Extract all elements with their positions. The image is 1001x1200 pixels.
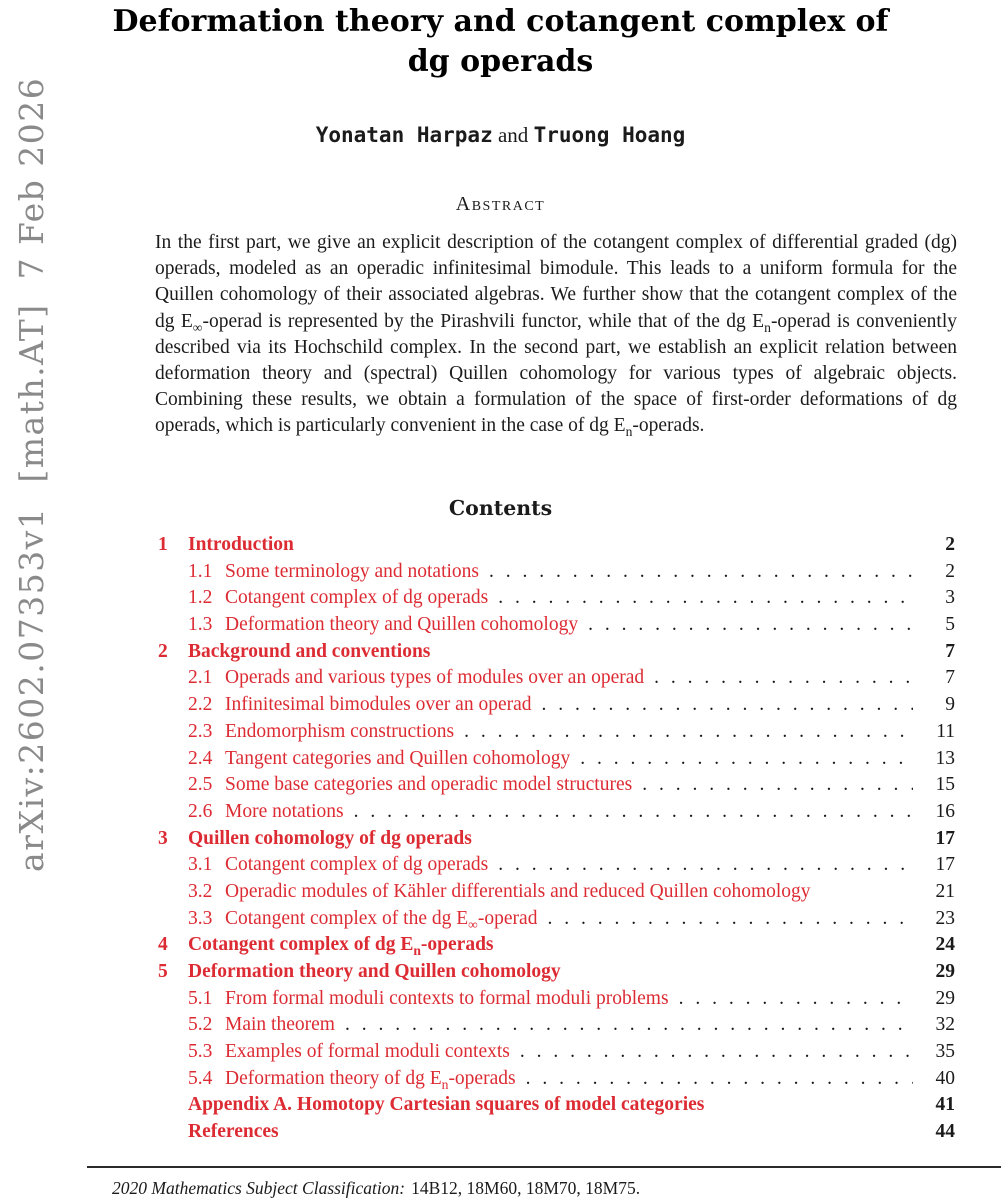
toc-row[interactable] bbox=[155, 1121, 955, 1148]
toc-row[interactable] bbox=[155, 828, 955, 855]
toc-entry-number: 5 bbox=[158, 961, 168, 982]
toc-entry-title: Operadic modules of Kähler differentials and reduced Quillen cohomology bbox=[225, 880, 811, 902]
toc-row[interactable] bbox=[155, 961, 955, 988]
toc-dot-leader bbox=[489, 561, 913, 583]
toc-dot-leader bbox=[345, 1014, 913, 1036]
toc-entry-page: 7 bbox=[945, 667, 955, 689]
toc-entry-number: 3.3 bbox=[188, 907, 213, 929]
toc-entry-page: 40 bbox=[935, 1067, 955, 1089]
toc-dot-leader bbox=[542, 694, 914, 716]
toc-dot-leader bbox=[464, 721, 913, 743]
toc-entry-title: Infinitesimal bimodules over an operad bbox=[225, 694, 532, 716]
toc-row[interactable] bbox=[155, 721, 955, 748]
toc-entry-title: Operads and various types of modules over an operad bbox=[225, 667, 645, 689]
toc-entry-page: 21 bbox=[935, 880, 955, 902]
toc-entry-title: Some base categories and operadic model structures bbox=[225, 774, 633, 796]
toc-entry-page: 16 bbox=[935, 800, 955, 822]
abstract-heading: Abstract bbox=[455, 193, 546, 215]
toc-row[interactable] bbox=[155, 988, 955, 1015]
toc-row[interactable] bbox=[155, 614, 955, 641]
toc-entry-page: 17 bbox=[935, 854, 955, 876]
toc-entry-title: Tangent categories and Quillen cohomology bbox=[225, 747, 571, 769]
toc-entry-number: 1 bbox=[158, 534, 168, 555]
toc-entry-title: References bbox=[188, 1121, 279, 1143]
toc-entry-number: 3 bbox=[158, 827, 168, 849]
contents-heading: Contents bbox=[448, 496, 553, 520]
abstract-text: In the first part, we give an explicit description of the cotangent complex of differential graded (dg) operads, modeled as an operadic infinitesimal bimodule. This leads to a uniform formula for the Quillen cohomology of their associated algebras. We further show that the cotangent complex of the dg $E_\infty$-operad is represented by the Pirashvili functor, while that of the dg $E_n$-operad is conveniently described via its Hochschild complex. In the second part, we establish an explicit relation between deformation theory and (spectral) Quillen cohomology for various types of algebraic objects. Combining these results, we obtain a formulation of the space of first-order deformations of dg operads, which is particularly convenient in the case of dg $E_n$-operads. bbox=[155, 232, 957, 440]
toc-entry-title: Endomorphism constructions bbox=[225, 720, 455, 742]
toc-entry-title: Examples of formal moduli contexts bbox=[225, 1041, 510, 1063]
toc-entry-number: 2.3 bbox=[188, 720, 213, 742]
toc-entry-number: 1.1 bbox=[188, 560, 213, 582]
toc-row[interactable] bbox=[155, 908, 955, 935]
toc-entry-title: Cotangent complex of the dg $E_\infty$-operad bbox=[225, 907, 538, 930]
toc-dot-leader bbox=[498, 587, 913, 609]
toc-row[interactable] bbox=[155, 641, 955, 668]
toc-dot-leader bbox=[580, 748, 913, 770]
toc-dot-leader bbox=[354, 801, 913, 823]
toc-entry-number: 3.2 bbox=[188, 880, 213, 902]
toc-row[interactable] bbox=[155, 881, 955, 908]
toc-entry-page: 9 bbox=[945, 694, 955, 716]
toc-entry-title: Deformation theory of dg $E_n$-operads bbox=[225, 1067, 516, 1090]
toc-row[interactable] bbox=[155, 748, 955, 775]
toc-entry-page: 5 bbox=[945, 614, 955, 636]
toc-dot-leader bbox=[642, 774, 913, 796]
toc-entry-number: 2.4 bbox=[188, 747, 213, 769]
toc-entry-number: 2.5 bbox=[188, 774, 213, 796]
toc-entry-page: 3 bbox=[945, 587, 955, 609]
toc-entry-title: Main theorem bbox=[225, 1014, 335, 1036]
toc-entry-page: 11 bbox=[936, 720, 955, 742]
toc-entry-number: 2.2 bbox=[188, 694, 213, 716]
footer-rule bbox=[87, 1166, 1001, 1168]
toc-entry-number: 5.4 bbox=[188, 1067, 213, 1089]
paper-title-line-1: Deformation theory and cotangent complex of bbox=[112, 4, 889, 39]
toc-entry-page: 15 bbox=[935, 774, 955, 796]
toc-row[interactable] bbox=[155, 587, 955, 614]
toc-entry-page: 23 bbox=[935, 907, 955, 929]
toc-entry-number: 1.3 bbox=[188, 614, 213, 636]
toc-entry-number: 2 bbox=[158, 640, 168, 662]
toc-entry-number: 5.1 bbox=[188, 987, 213, 1009]
toc-entry-page: 35 bbox=[935, 1041, 955, 1063]
toc-entry-title: Introduction bbox=[188, 534, 294, 555]
toc-entry-page: 44 bbox=[935, 1121, 955, 1143]
toc-dot-leader bbox=[547, 908, 913, 930]
toc-row[interactable] bbox=[155, 1041, 955, 1068]
toc-entry-number: 5.2 bbox=[188, 1014, 213, 1036]
toc-entry-title: Quillen cohomology of dg operads bbox=[188, 827, 472, 849]
toc-entry-page: 17 bbox=[935, 827, 955, 849]
toc-entry-title: Some terminology and notations bbox=[225, 560, 480, 582]
toc-row[interactable] bbox=[155, 667, 955, 694]
toc-entry-page: 29 bbox=[935, 961, 955, 982]
toc-entry-title: Deformation theory and Quillen cohomology bbox=[225, 614, 579, 636]
paper-title-line-2: dg operads bbox=[407, 44, 594, 79]
toc-row[interactable] bbox=[155, 561, 955, 588]
toc-entry-title: Deformation theory and Quillen cohomology bbox=[188, 961, 561, 982]
toc-entry-page: 7 bbox=[945, 640, 955, 662]
toc-entry-title: Cotangent complex of dg operads bbox=[225, 854, 489, 876]
toc-entry-number: 1.2 bbox=[188, 587, 213, 609]
toc-entry-page: 29 bbox=[935, 987, 955, 1009]
toc-entry-title: More notations bbox=[225, 800, 344, 822]
msc-label: 2020 Mathematics Subject Classification: bbox=[112, 1178, 406, 1198]
toc-entry-page: 2 bbox=[945, 534, 955, 555]
toc-entry-title: Cotangent complex of dg $E_n$-operads bbox=[188, 934, 494, 957]
toc-dot-leader bbox=[588, 614, 913, 636]
toc-entry-number: 3.1 bbox=[188, 854, 213, 876]
toc-entry-page: 2 bbox=[945, 560, 955, 582]
toc-row[interactable] bbox=[155, 694, 955, 721]
toc-row[interactable] bbox=[155, 774, 955, 801]
toc-entry-page: 32 bbox=[935, 1014, 955, 1036]
toc-entry-title: Background and conventions bbox=[188, 640, 431, 662]
toc-entry-title: From formal moduli contexts to formal moduli problems bbox=[225, 987, 669, 1009]
toc-row[interactable] bbox=[155, 854, 955, 881]
author-name-second: Truong Hoang bbox=[533, 123, 686, 147]
toc-dot-leader bbox=[654, 667, 913, 689]
toc bbox=[155, 534, 955, 1148]
toc-row[interactable] bbox=[155, 1094, 955, 1121]
authors-line bbox=[0, 123, 1001, 148]
toc-entry-title: Cotangent complex of dg operads bbox=[225, 587, 489, 609]
toc-row[interactable] bbox=[155, 934, 955, 961]
toc-row[interactable] bbox=[155, 1014, 955, 1041]
toc-entry-number: 2.1 bbox=[188, 667, 213, 689]
author-name-first: Yonatan Harpaz bbox=[315, 123, 493, 147]
toc-entry-number: 4 bbox=[158, 934, 168, 956]
msc-codes: 14B12, 18M60, 18M70, 18M75. bbox=[411, 1178, 641, 1198]
toc-row[interactable] bbox=[155, 801, 955, 828]
toc-entry-page: 13 bbox=[935, 747, 955, 769]
toc-entry-page: 41 bbox=[935, 1094, 955, 1116]
arxiv-watermark: arXiv:2602.07353v1 [math.AT] 7 Feb 2026 bbox=[12, 76, 51, 872]
toc-row[interactable] bbox=[155, 1068, 955, 1095]
toc-dot-leader bbox=[498, 854, 913, 876]
toc-row[interactable] bbox=[155, 534, 955, 561]
msc-line bbox=[112, 1178, 981, 1199]
toc-entry-number: 5.3 bbox=[188, 1041, 213, 1063]
toc-entry-title: Appendix A. Homotopy Cartesian squares of model categories bbox=[188, 1094, 705, 1116]
toc-dot-leader bbox=[679, 988, 913, 1010]
toc-dot-leader bbox=[520, 1041, 913, 1063]
toc-dot-leader bbox=[526, 1068, 913, 1090]
paper-title bbox=[0, 2, 1001, 82]
toc-entry-page: 24 bbox=[935, 934, 955, 956]
author-separator: and bbox=[492, 123, 534, 147]
toc-entry-number: 2.6 bbox=[188, 800, 213, 822]
